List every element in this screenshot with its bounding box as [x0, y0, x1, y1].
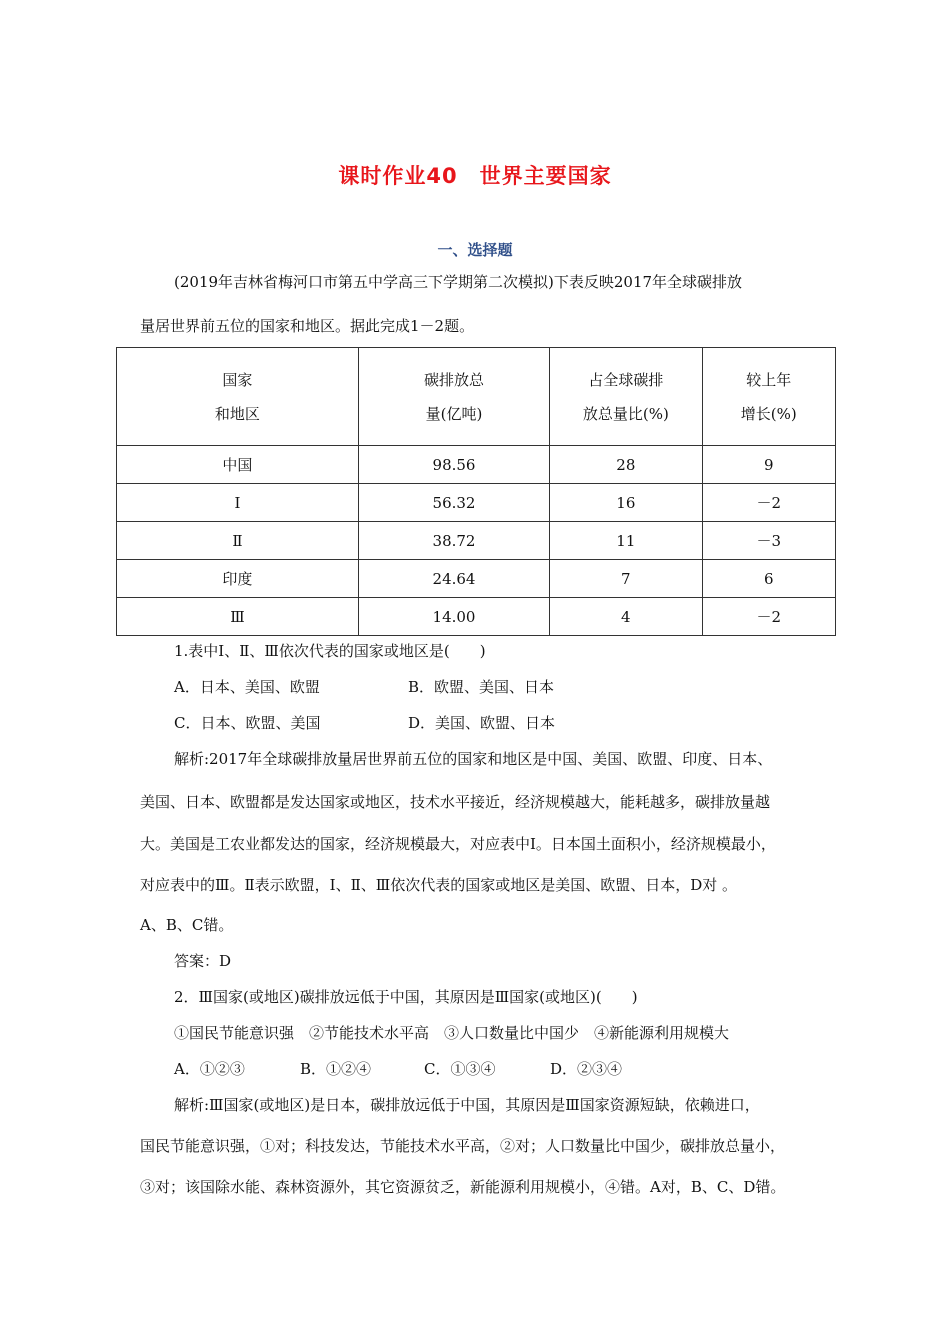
table-cell: Ⅰ — [117, 484, 359, 522]
q1-option-a: A．日本、美国、欧盟 — [174, 678, 320, 696]
table-row — [117, 522, 836, 560]
question-1-stem: 1.表中Ⅰ、Ⅱ、Ⅲ依次代表的国家或地区是( ) — [174, 642, 486, 660]
table-cell: 98.56 — [358, 446, 549, 484]
table-cell: －2 — [702, 484, 835, 522]
q1-answer: 答案：D — [174, 952, 232, 970]
table-cell: 14.00 — [358, 598, 549, 636]
table-cell: 56.32 — [358, 484, 549, 522]
q1-option-d: D．美国、欧盟、日本 — [408, 714, 556, 732]
table-cell: －2 — [702, 598, 835, 636]
q1-option-b: B．欧盟、美国、日本 — [408, 678, 555, 696]
q1-analysis-line: A、B、C错。 — [140, 916, 234, 934]
table-cell: 7 — [550, 560, 702, 598]
table-row — [117, 598, 836, 636]
table-cell: 9 — [702, 446, 835, 484]
table-row — [117, 484, 836, 522]
q2-analysis-line: 国民节能意识强，①对；科技发达，节能技术水平高，②对；人口数量比中国少，碳排放总量小， — [140, 1137, 786, 1155]
section-heading: 一、选择题 — [437, 241, 513, 259]
q1-analysis-line: 大。美国是工农业都发达的国家，经济规模最大，对应表中Ⅰ。日本国土面积小，经济规模最小， — [140, 835, 776, 853]
question-2-stem: 2．Ⅲ国家(或地区)碳排放远低于中国，其原因是Ⅲ国家(或地区)( ) — [174, 988, 638, 1006]
table-cell: 38.72 — [358, 522, 549, 560]
header-cell: 占全球碳排 放总量比(%) — [550, 348, 702, 446]
table-row — [117, 446, 836, 484]
q2-option-b: B．①②④ — [300, 1060, 372, 1078]
q1-analysis-line: 解析:2017年全球碳排放量居世界前五位的国家和地区是中国、美国、欧盟、印度、日本、 — [174, 750, 773, 768]
carbon-emission-table — [116, 347, 836, 636]
table-cell: 6 — [702, 560, 835, 598]
table-cell: 中国 — [117, 446, 359, 484]
table-cell: 16 — [550, 484, 702, 522]
header-cell: 国家 和地区 — [117, 348, 359, 446]
table-header-row — [117, 348, 836, 446]
header-cell: 较上年 增长(%) — [702, 348, 835, 446]
q2-option-a: A．①②③ — [174, 1060, 245, 1078]
table-cell: Ⅲ — [117, 598, 359, 636]
header-cell: 碳排放总 量(亿吨) — [358, 348, 549, 446]
q2-option-d: D．②③④ — [550, 1060, 623, 1078]
table-cell: 24.64 — [358, 560, 549, 598]
q2-analysis-line: ③对；该国除水能、森林资源外，其它资源贫乏，新能源利用规模小，④错。A对，B、C、D错。 — [140, 1178, 786, 1196]
table-cell: －3 — [702, 522, 835, 560]
q2-analysis-line: 解析:Ⅲ国家(或地区)是日本，碳排放远低于中国，其原因是Ⅲ国家资源短缺，依赖进口， — [174, 1096, 760, 1114]
q2-option-c: C．①③④ — [424, 1060, 496, 1078]
table-cell: 印度 — [117, 560, 359, 598]
table-cell: 4 — [550, 598, 702, 636]
intro-line-2: 量居世界前五位的国家和地区。据此完成1－2题。 — [140, 317, 475, 335]
intro-line-1: (2019年吉林省梅河口市第五中学高三下学期第二次模拟)下表反映2017年全球碳排放 — [174, 273, 743, 291]
q1-option-c: C．日本、欧盟、美国 — [174, 714, 321, 732]
page-title: 课时作业40 世界主要国家 — [338, 164, 612, 188]
q2-statements: ①国民节能意识强 ②节能技术水平高 ③人口数量比中国少 ④新能源利用规模大 — [174, 1024, 730, 1042]
table-cell: 11 — [550, 522, 702, 560]
q1-analysis-line: 对应表中的Ⅲ。Ⅱ表示欧盟，Ⅰ、Ⅱ、Ⅲ依次代表的国家或地区是美国、欧盟、日本，D对 。 — [140, 876, 738, 894]
table-cell: Ⅱ — [117, 522, 359, 560]
q1-analysis-line: 美国、日本、欧盟都是发达国家或地区，技术水平接近，经济规模越大，能耗越多，碳排放量越 — [140, 793, 771, 811]
table-cell: 28 — [550, 446, 702, 484]
table-row — [117, 560, 836, 598]
